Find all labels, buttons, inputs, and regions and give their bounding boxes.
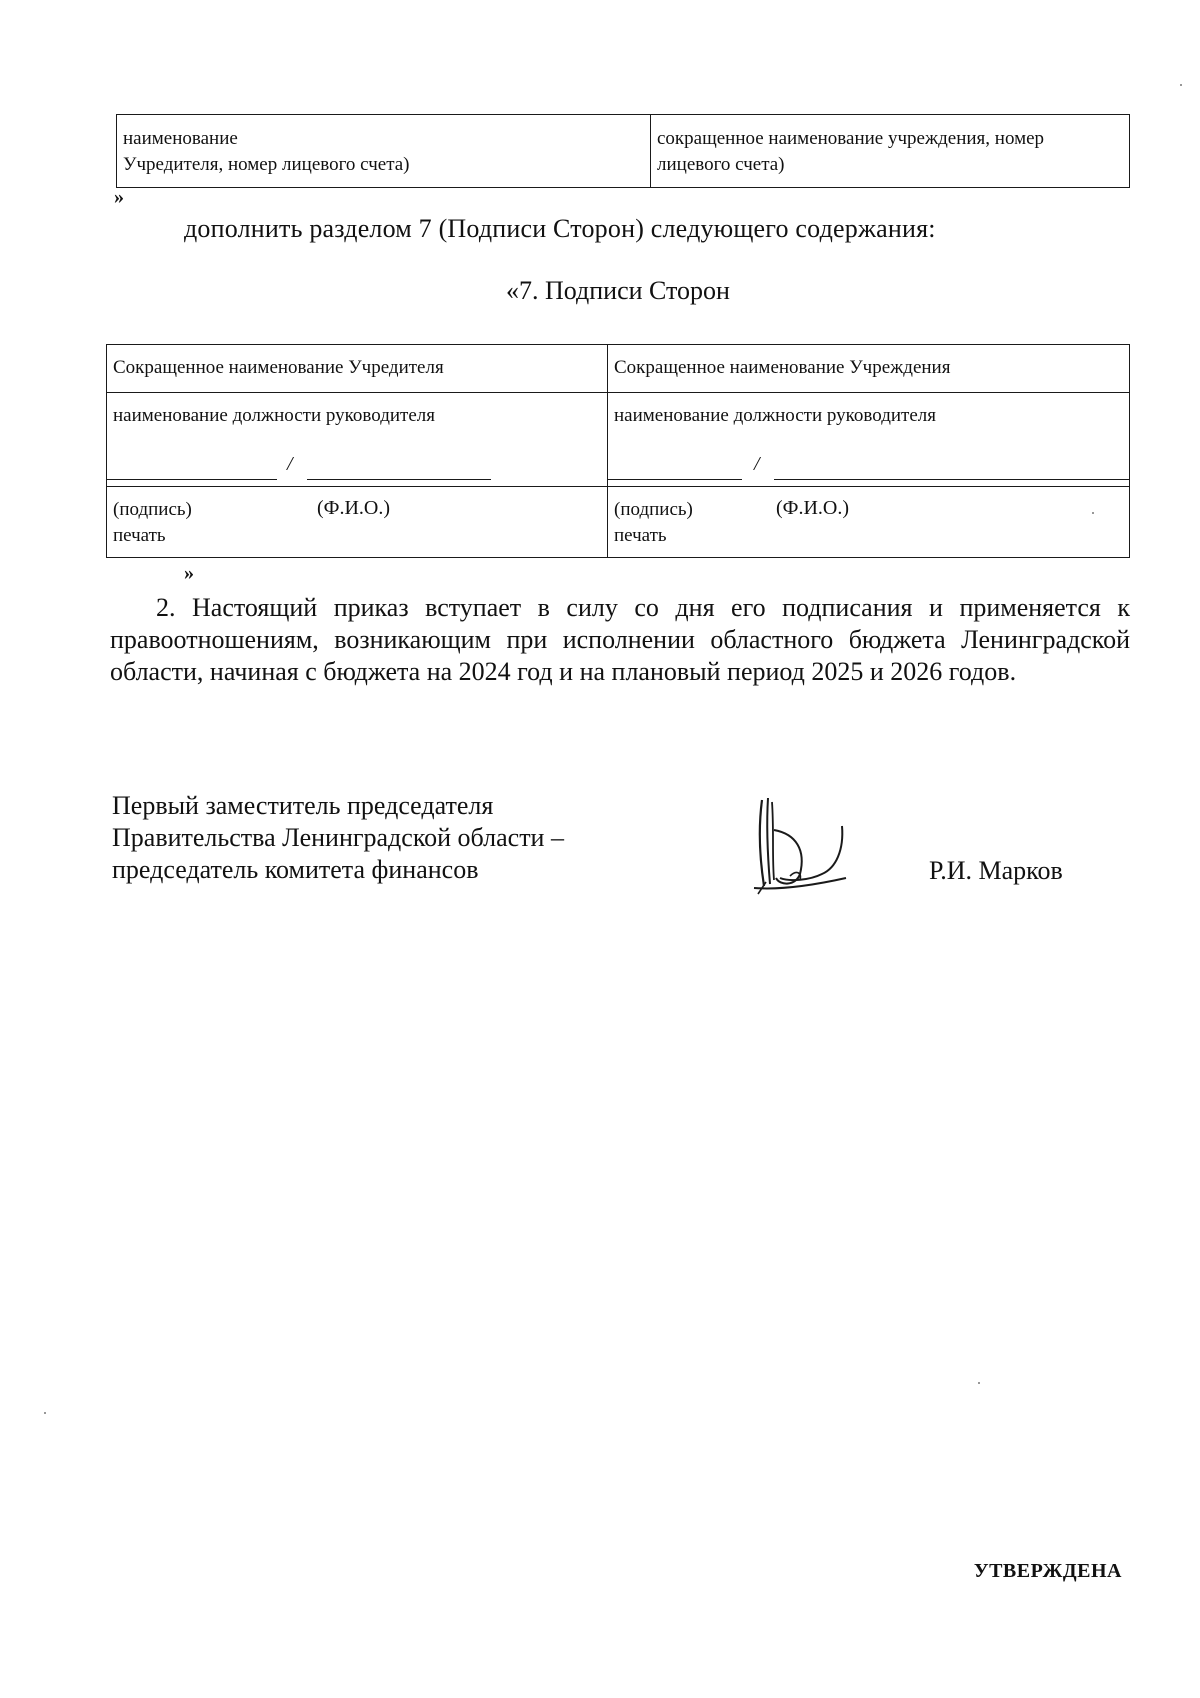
- institution-account-line-2: лицевого счета): [657, 154, 785, 175]
- scan-speck: [44, 1412, 46, 1414]
- signer-name: Р.И. Марков: [929, 856, 1063, 885]
- institution-position-cell: [608, 393, 1129, 486]
- seal-caption: печать: [614, 525, 667, 546]
- scan-speck: [1092, 512, 1094, 514]
- signature-line: [608, 479, 742, 480]
- name-line: [774, 479, 1130, 480]
- amendment-intro-text: дополнить разделом 7 (Подписи Сторон) следующего содержания:: [184, 214, 936, 243]
- section-heading: «7. Подписи Сторон: [506, 276, 730, 305]
- slash-separator: /: [287, 453, 293, 475]
- founder-header-cell: Сокращенное наименование Учредителя: [107, 345, 608, 392]
- slash-separator: /: [754, 453, 760, 475]
- approved-label: УТВЕРЖДЕНА: [973, 1560, 1122, 1582]
- signatures-table: [106, 344, 1130, 558]
- seal-caption: печать: [113, 525, 166, 546]
- institution-account-cell: [651, 115, 1129, 187]
- institution-signature-cell: [608, 487, 1129, 557]
- signer-title-line: Первый заместитель председателя: [112, 791, 494, 820]
- fio-caption: (Ф.И.О.): [317, 497, 391, 519]
- signer-title-line: председатель комитета финансов: [112, 855, 479, 884]
- institution-account-line-1: сокращенное наименование учреждения, номер: [657, 128, 1045, 149]
- signer-title: [112, 790, 564, 886]
- scan-speck: [1180, 84, 1182, 86]
- table-row: [107, 393, 1129, 487]
- table-row: [107, 345, 1129, 393]
- closing-quote: »: [184, 562, 194, 584]
- order-paragraph-2: 2. Настоящий приказ вступает в силу со дня его подписания и применяется к правоотношениям, возникающим при исполнении областного бюджета Ленинградской области, начиная с бюджета на 2024 год и на плановый период 2025 и 2026 годов.: [110, 593, 1130, 686]
- founder-account-line-2: Учредителя, номер лицевого счета): [123, 154, 410, 175]
- signature-caption: (подпись): [614, 499, 693, 520]
- signer-title-line: Правительства Ленинградской области –: [112, 823, 564, 852]
- founder-signature-cell: [107, 487, 608, 557]
- signature-line: [107, 479, 277, 480]
- founder-account-cell: [117, 115, 651, 187]
- account-table: [116, 114, 1130, 188]
- institution-header-cell: Сокращенное наименование Учреждения: [614, 357, 951, 378]
- name-line: [307, 479, 491, 480]
- founder-account-line-1: наименование: [123, 128, 238, 149]
- table-row: [107, 487, 1129, 557]
- handwritten-signature: [750, 790, 860, 900]
- fio-caption: (Ф.И.О.): [776, 497, 850, 519]
- position-label: наименование должности руководителя: [113, 405, 435, 426]
- founder-position-cell: [107, 393, 608, 486]
- position-label: наименование должности руководителя: [614, 405, 936, 426]
- signature-caption: (подпись): [113, 499, 192, 520]
- scan-speck: [978, 1382, 980, 1384]
- closing-quote: »: [114, 186, 124, 208]
